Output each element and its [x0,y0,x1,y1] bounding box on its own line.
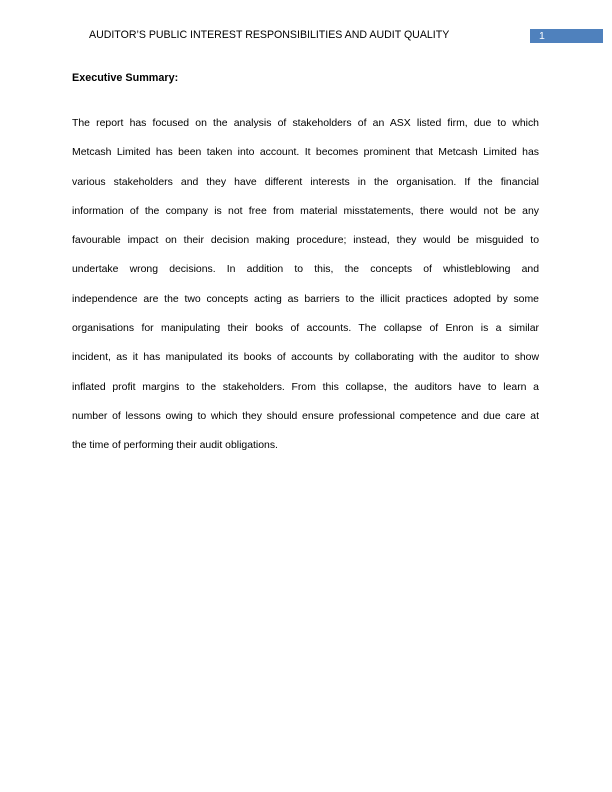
paragraph-line: independence are the two concepts acting as barriers to the illicit practices adopted by some [72,293,539,305]
paragraph-line: inflated profit margins to the stakeholders. From this collapse, the auditors have to learn a [72,381,539,393]
paragraph-line: various stakeholders and they have different interests in the organisation. If the financial [72,176,539,188]
executive-summary-paragraph [72,109,539,461]
running-header-title: AUDITOR’S PUBLIC INTEREST RESPONSIBILITIES AND AUDIT QUALITY [89,29,450,41]
paragraph-line: organisations for manipulating their books of accounts. The collapse of Enron is a similar [72,323,539,335]
paragraph-line: favourable impact on their decision making procedure; instead, they would be misguided to [72,235,539,247]
paragraph-line: the time of performing their audit obligations. [72,440,278,452]
paragraph-line: undertake wrong decisions. In addition to this, the concepts of whistleblowing and [72,264,539,276]
section-heading: Executive Summary: [72,72,179,84]
paragraph-line: information of the company is not free from material misstatements, there would not be any [72,205,539,217]
paragraph-line: Metcash Limited has been taken into account. It becomes prominent that Metcash Limited has [72,147,539,159]
paragraph-line: incident, as it has manipulated its books of accounts by collaborating with the auditor to show [72,352,539,364]
page-number-badge: 1 [530,29,603,43]
paragraph-line: The report has focused on the analysis of stakeholders of an ASX listed firm, due to which [72,118,539,129]
paragraph-line: number of lessons owing to which they should ensure professional competence and due care at [72,410,539,422]
